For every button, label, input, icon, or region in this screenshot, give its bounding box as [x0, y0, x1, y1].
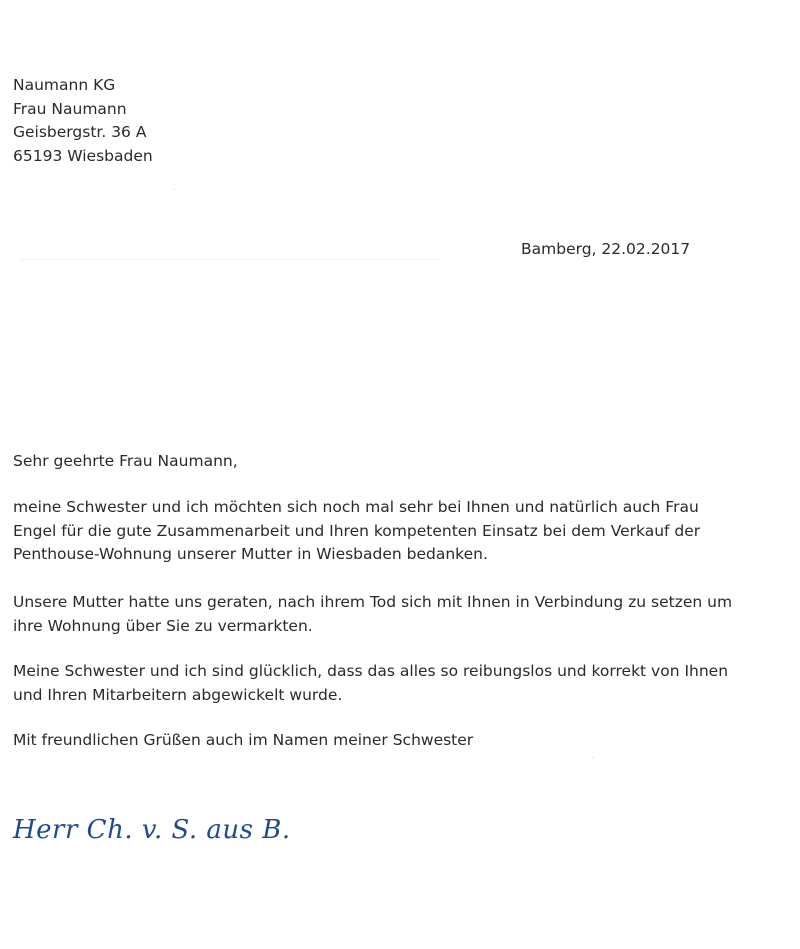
paragraph-line: Unsere Mutter hatte uns geraten, nach ihrem Tod sich mit Ihnen in Verbindung zu setzen um	[13, 593, 733, 611]
closing-formula: Mit freundlichen Grüßen auch im Namen meiner Schwester	[13, 731, 474, 749]
recipient-street: Geisbergstr. 36 A	[13, 123, 147, 141]
body-paragraph	[13, 496, 700, 567]
recipient-address	[13, 74, 153, 168]
letter-date: Bamberg, 22.02.2017	[521, 240, 691, 258]
paragraph-line: Penthouse-Wohnung unserer Mutter in Wiesbaden bedanken.	[13, 545, 488, 563]
paragraph-line: Meine Schwester und ich sind glücklich, dass das alles so reibungslos und korrekt von Ihnen	[13, 662, 729, 680]
body-paragraph	[13, 660, 728, 707]
paragraph-line: und Ihren Mitarbeitern abgewickelt wurde.	[13, 685, 343, 704]
recipient-city: 65193 Wiesbaden	[13, 146, 153, 165]
paragraph-line: meine Schwester und ich möchten sich noch mal sehr bei Ihnen und natürlich auch Frau	[13, 498, 699, 516]
salutation: Sehr geehrte Frau Naumann,	[13, 452, 238, 470]
scan-artifact	[592, 757, 594, 758]
recipient-company: Naumann KG	[13, 76, 116, 94]
paragraph-line: ihre Wohnung über Sie zu vermarkten.	[13, 616, 313, 635]
paragraph-line: Engel für die gute Zusammenarbeit und Ihren kompetenten Einsatz bei dem Verkauf der	[13, 521, 701, 540]
scan-artifact	[173, 189, 175, 190]
scan-artifact	[20, 259, 440, 260]
recipient-name: Frau Naumann	[13, 99, 127, 118]
signature: Herr Ch. v. S. aus B.	[13, 815, 291, 845]
body-paragraph	[13, 591, 732, 638]
